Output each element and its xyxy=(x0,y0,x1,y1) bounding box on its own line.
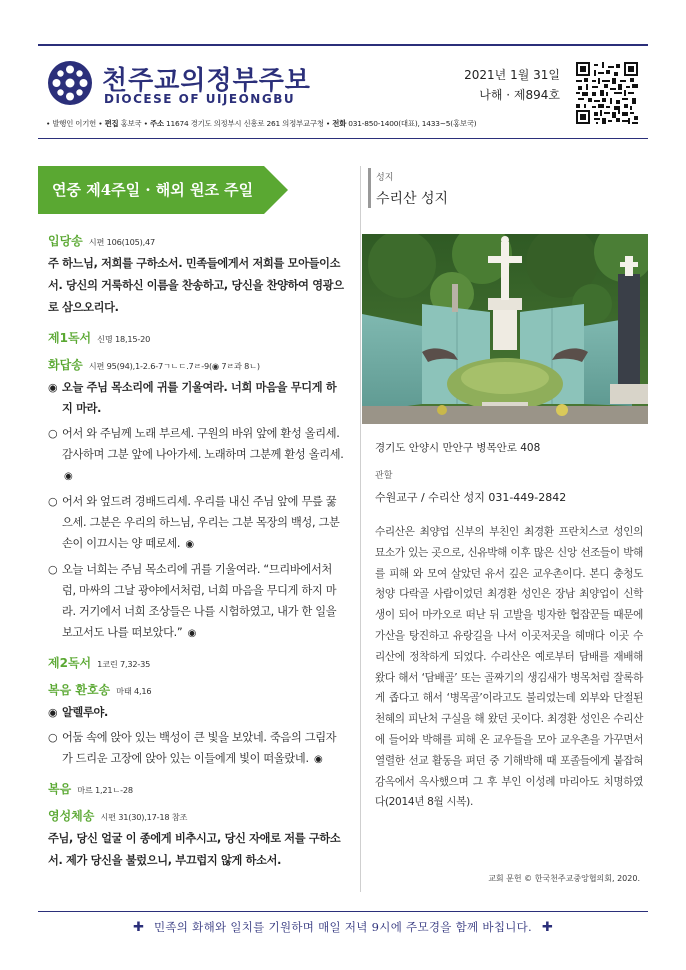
entrance-antiphon-heading xyxy=(48,232,344,249)
address: 11674 경기도 의정부시 신흥로 261 의정부교구청 xyxy=(165,119,324,128)
verse-mark-icon: ○ xyxy=(48,563,58,576)
psalm-verse-text: 어서 와 엎드려 경배드리세. 우리를 내신 주님 앞에 무릎 꿇으세. 그분은 우리의 하느님, 우리는 그분 목장의 백성, 그분 손이 이끄시는 양 떼로세. xyxy=(62,495,340,550)
psalm-verse-text: 어서 와 주님께 노래 부르세. 구원의 바위 앞에 환성 올리세. 감사하며 그분 앞에 나아가세. 노래하며 그분께 환성 올리세. xyxy=(62,427,344,461)
editor: 홍보국 xyxy=(120,119,142,128)
alleluia-response xyxy=(48,702,344,723)
reading1-label: 제1독서 xyxy=(48,331,92,345)
reading2-ref: 1코린 7,32-35 xyxy=(97,659,151,669)
footer-text: 민족의 화해와 일치를 기원하며 매일 저녁 9시에 주모경을 함께 바칩니다. xyxy=(153,920,533,934)
cross-icon: ✚ xyxy=(133,919,144,935)
masthead-title: 천주교의정부주보 xyxy=(102,66,311,96)
site-description: 수리산은 최양업 신부의 부친인 최경환 프란치스코 성인의 묘소가 있는 곳으로, 신유박해 이후 많은 신앙 선조들이 박해를 피해 와 모여 살았던 유서 깊은 교우촌이다. 본디 충청도 청양 다락골 사람이었던 최경환 성인은 장남 최양업이 신학생이 되어 마카오로 떠난 뒤 고발을 빙자한 협잡꾼들 때문에 가산을 탕진하고 유랑길을 나서 이곳저곳을 헤매다 이곳 수리산에 정착하게 되었다. 수리산은 예로부터 담배를 재배해 왔다 해서 ‘담배골’ 또는 골짜기의 생김새가 병목처럼 잘록하게 좁다고 해서 ‘병목골’이라고도 불리었는데 외부와 단절된 천혜의 피난처 구실을 해 왔던 곳이다. 최경환 성인은 수리산에 들어와 박해를 피해 온 교우들을 모아 교우촌을 가꾸면서 열렬한 선교 활동을 펴던 중 기해박해 때 포졸들에게 붙잡혀 감옥에서 옥사했으며 그 후 부인 이성례 마리아도 치명하였다(2014년 8월 시복). xyxy=(375,526,643,809)
psalm-verse xyxy=(48,559,344,644)
sunday-title: 연중 제4주일 · 해외 원조 주일 xyxy=(52,181,254,199)
communion-text: 주님, 당신 얼굴 이 종에게 비추시고, 당신 자애로 저를 구하소서. 제가 당신을 불렀으니, 부끄럽지 않게 하소서. xyxy=(48,832,341,867)
related-label: 관할 xyxy=(375,471,393,481)
response-end-icon: ◉ xyxy=(64,471,73,482)
alleluia-response-text: 알렐루야. xyxy=(62,706,108,719)
psalm-response-text: 오늘 주님 목소리에 귀를 기울여라. 너희 마음을 무디게 하지 마라. xyxy=(62,381,337,415)
footer xyxy=(38,919,648,935)
diocese-logo-icon xyxy=(47,60,93,106)
column-divider xyxy=(360,166,361,892)
masthead-rule xyxy=(38,138,648,139)
footer-rule xyxy=(38,911,648,912)
psalm-heading xyxy=(48,356,344,373)
verse-mark-icon: ○ xyxy=(48,495,58,508)
second-reading-heading xyxy=(48,654,344,671)
response-end-icon: ◉ xyxy=(187,628,197,639)
address-label: 주소 xyxy=(149,119,164,128)
masthead-subtitle: DIOCESE OF UIJEONGBU xyxy=(104,92,296,106)
issue-date: 2021년 1월 31일 xyxy=(464,68,560,82)
psalm-verse xyxy=(48,491,344,555)
alleluia-verse xyxy=(48,727,344,770)
phone: 031-850-1400(대표), 1433~5(홍보국) xyxy=(348,119,477,128)
response-mark-icon: ◉ xyxy=(48,706,58,719)
top-rule xyxy=(38,44,648,46)
reading1-ref: 신명 18,15-20 xyxy=(97,334,151,344)
related-contact: 수원교구 / 수리산 성지 031-449-2842 xyxy=(375,491,567,504)
psalm-response xyxy=(48,377,344,419)
entrance-label: 입당송 xyxy=(48,234,83,248)
site-category: 성지 xyxy=(376,173,394,183)
verse-mark-icon: ○ xyxy=(48,427,58,440)
publisher: 이기헌 xyxy=(75,119,97,128)
site-accent-bar xyxy=(368,168,371,208)
communion-heading xyxy=(48,807,344,824)
response-end-icon: ◉ xyxy=(313,754,323,765)
response-mark-icon: ◉ xyxy=(48,381,58,394)
communion-label: 영성체송 xyxy=(48,809,95,823)
reading2-label: 제2독서 xyxy=(48,656,92,670)
alleluia-label: 복음 환호송 xyxy=(48,683,111,697)
issue-number: 나해 · 제894호 xyxy=(479,88,560,102)
site-address: 경기도 안양시 만안구 병목안로 408 xyxy=(375,442,541,454)
communion-ref: 시편 31(30),17-18 참조 xyxy=(100,812,188,822)
alleluia-heading xyxy=(48,681,344,698)
gospel-heading xyxy=(48,780,344,797)
editor-label: 편집 xyxy=(104,119,119,128)
entrance-ref: 시편 106(105),47 xyxy=(88,237,156,247)
gospel-ref: 마르 1,21ㄴ-28 xyxy=(77,785,133,795)
publisher-label: 발행인 xyxy=(52,119,74,128)
masthead-info: • 발행인 이기헌 • 편집 홍보국 • 주소 11674 경기도 의정부시 신흥로 261 의정부교구청 • 전화 031-850-1400(대표), 1433~5(홍보국) xyxy=(46,119,477,128)
psalm-ref: 시편 95(94),1-2.6-7ㄱㄴㄷ.7ㄹ-9(◉ 7ㄹ과 8ㄴ) xyxy=(88,361,260,371)
liturgy-column xyxy=(48,232,344,872)
first-reading-heading xyxy=(48,329,344,346)
holy-site-photo xyxy=(362,234,648,424)
gospel-label: 복음 xyxy=(48,782,72,796)
alleluia-ref: 마태 4,16 xyxy=(116,686,152,696)
psalm-verse-text: 오늘 너희는 주님 목소리에 귀를 기울여라. “므리바에서처럼, 마싸의 그날 광야에서처럼, 너희 마음을 무디게 하지 마라. 거기에서 너희 조상들은 나를 시험하였고, 내가 한 일을 보고서도 나를 떠보았다.” xyxy=(62,563,337,639)
cross-icon: ✚ xyxy=(542,919,553,935)
qr-code-icon[interactable] xyxy=(576,62,638,124)
entrance-antiphon-text: 주 하느님, 저희를 구하소서. 민족들에게서 저희를 모아들이소서. 당신의 거룩하신 이름을 찬송하고, 당신을 찬양하여 영광으로 삼으오리다. xyxy=(48,257,344,314)
psalm-label: 화답송 xyxy=(48,358,83,372)
psalm-verse xyxy=(48,423,344,487)
phone-label: 전화 xyxy=(332,119,347,128)
site-name: 수리산 성지 xyxy=(376,191,449,207)
alleluia-verse-text: 어둠 속에 앉아 있는 백성이 큰 빛을 보았네. 죽음의 그림자가 드리운 고장에 앉아 있는 이들에게 빛이 떠올랐네. xyxy=(62,731,337,765)
verse-mark-icon: ○ xyxy=(48,731,58,744)
source-credit: 교회 문헌 © 한국천주교중앙협의회, 2020. xyxy=(488,874,640,883)
response-end-icon: ◉ xyxy=(185,539,194,550)
